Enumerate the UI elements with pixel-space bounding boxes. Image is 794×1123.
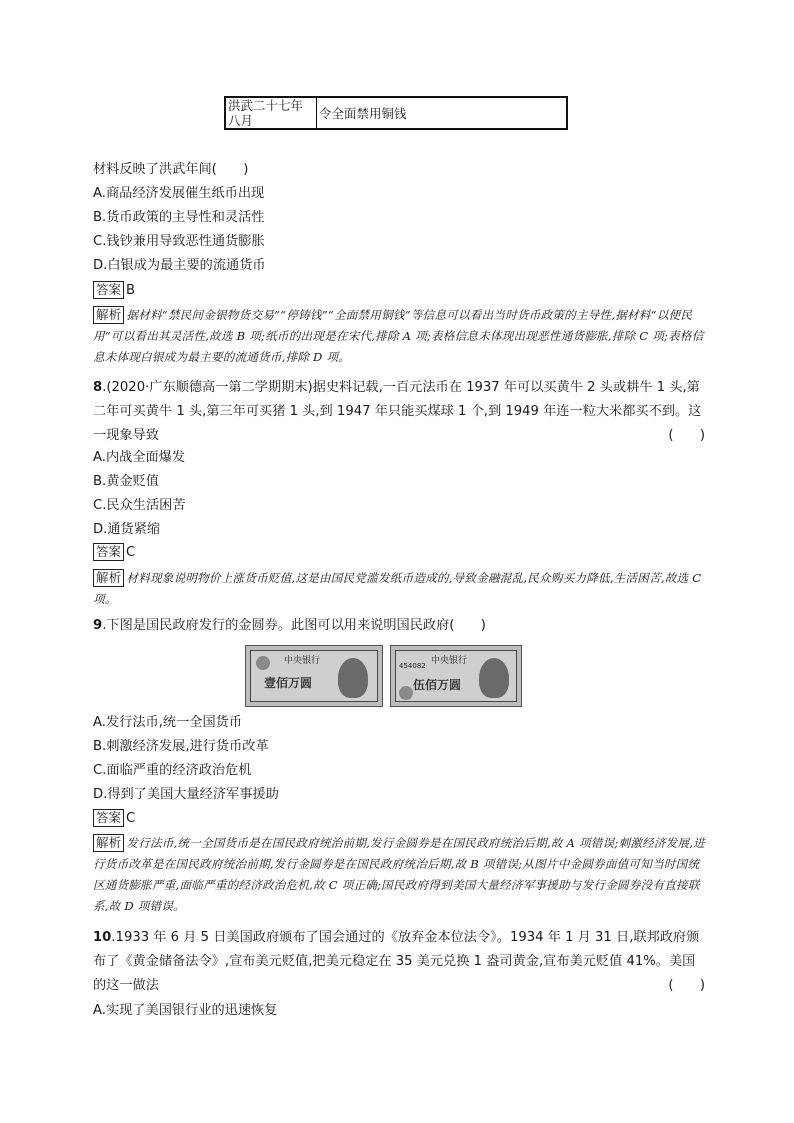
q8-answer (93, 543, 135, 563)
answer-blank: ( ) (668, 428, 705, 443)
explain-text: 材料现象说明物价上涨货币贬值,这是由国民党滥发纸币造成的,导致金融混乱,民众购买力降低,生活困苦,故选 C 项。 (93, 571, 702, 606)
q9-answer (93, 809, 135, 829)
q7-answer (93, 281, 135, 301)
answer-value: B (126, 283, 136, 298)
q9-stem (93, 614, 705, 638)
q7-option-b: B.货币政策的主导性和灵活性 (93, 210, 265, 225)
banknote-bank-name: 中央银行 (284, 656, 321, 666)
explain-tag: 解析 (93, 834, 124, 852)
q10-option-a: A.实现了美国银行业的迅速恢复 (93, 1003, 278, 1018)
question-number: 8 (93, 380, 103, 395)
q8-explanation (93, 568, 705, 610)
explain-text: 发行法币,统一全国货币是在国民政府统治前期,发行金圆券是在国民政府统治后期,故 A 项错误;刺激经济发展,进行货币改革是在国民政府统治前期,发行金圆券是在国民政府统治后期,故 B 项错误;从图片中金圆券面值可知当时国统区通货膨胀严重,面临严重的经济政治危机,故 C 项正确;国民政府得到美国大量经济军事援助与发行金圆券没有直接联系,故 D 项错误。 (93, 836, 705, 913)
q8-option-a: A.内战全面爆发 (93, 450, 186, 465)
q8-option-c: C.民众生活困苦 (93, 498, 186, 513)
q9-option-d: D.得到了美国大量经济军事援助 (93, 787, 279, 802)
answer-value: C (126, 545, 136, 560)
answer-tag: 答案 (93, 809, 124, 827)
explain-tag: 解析 (93, 306, 124, 324)
table-cell-policy: 令全面禁用铜钱 (317, 97, 568, 129)
q9-option-a: A.发行法币,统一全国货币 (93, 715, 243, 730)
banknote-image-1 (245, 645, 383, 707)
question-text: .下图是国民政府发行的金圆券。此图可以用来说明国民政府( ) (102, 618, 486, 633)
banknote-denomination: 壹佰万圆 (264, 676, 313, 690)
q8-option-b: B.黄金贬值 (93, 474, 159, 489)
question-number: 9 (93, 618, 103, 633)
q7-stem: 材料反映了洪武年间( ) (93, 162, 249, 177)
answer-tag: 答案 (93, 281, 124, 299)
banknote-image-2 (390, 645, 522, 707)
q8-stem (93, 376, 705, 448)
banknote-seal-icon (399, 686, 413, 700)
table-row (225, 97, 567, 129)
table-cell-date: 洪武二十七年八月 (225, 97, 317, 129)
policy-table (224, 96, 568, 130)
q8-option-d: D.通货紧缩 (93, 522, 161, 537)
explain-tag: 解析 (93, 569, 124, 587)
question-text: .1933 年 6 月 5 日美国政府颁布了国会通过的《放弃金本位法令》。1934 年 1 月 31 日,联邦政府颁布了《黄金储备法令》,宣布美元贬值,把美元稳定在 35 美元兑换 1 盎司黄金,宣布美元贬值 41%。美国的这一做法 (93, 930, 700, 993)
q9-option-b: B.刺激经济发展,进行货币改革 (93, 739, 269, 754)
banknote-denomination: 伍佰万圆 (413, 678, 462, 692)
banknote-serial: 454082 (399, 662, 426, 670)
q7-option-d: D.白银成为最主要的流通货币 (93, 258, 266, 273)
answer-value: C (126, 811, 136, 826)
question-text: .(2020·广东顺德高一第二学期期末)据史料记载,一百元法币在 1937 年可以买黄牛 2 头或耕牛 1 头,第二年可买黄牛 1 头,第三年可买猪 1 头,到 1947 年只能买煤球 1 个,到 1949 年连一粒大米都买不到。这一现象导致 (93, 380, 702, 443)
q7-explanation (93, 305, 705, 368)
portrait-icon (338, 658, 368, 698)
q7-option-a: A.商品经济发展催生纸币出现 (93, 186, 265, 201)
banknote-seal-icon (256, 656, 270, 670)
portrait-icon (479, 658, 509, 698)
banknote-bank-name: 中央银行 (431, 656, 468, 666)
question-number: 10 (93, 930, 112, 945)
explain-text: 据材料“禁民间金银物货交易”“停铸钱”“全面禁用铜钱”等信息可以看出当时货币政策的主导性,据材料“以便民用”可以看出其灵活性,故选 B 项;纸币的出现是在宋代,排除 A 项;表格信息未体现出现恶性通货膨胀,排除 C 项;表格信息未体现白银成为最主要的流通货币,排除 D 项。 (93, 308, 704, 364)
answer-blank: ( ) (668, 978, 705, 993)
q7-option-c: C.钱钞兼用导致恶性通货膨胀 (93, 234, 265, 249)
q9-option-c: C.面临严重的经济政治危机 (93, 763, 252, 778)
q10-stem (93, 926, 705, 998)
q9-explanation (93, 833, 705, 917)
answer-tag: 答案 (93, 543, 124, 561)
